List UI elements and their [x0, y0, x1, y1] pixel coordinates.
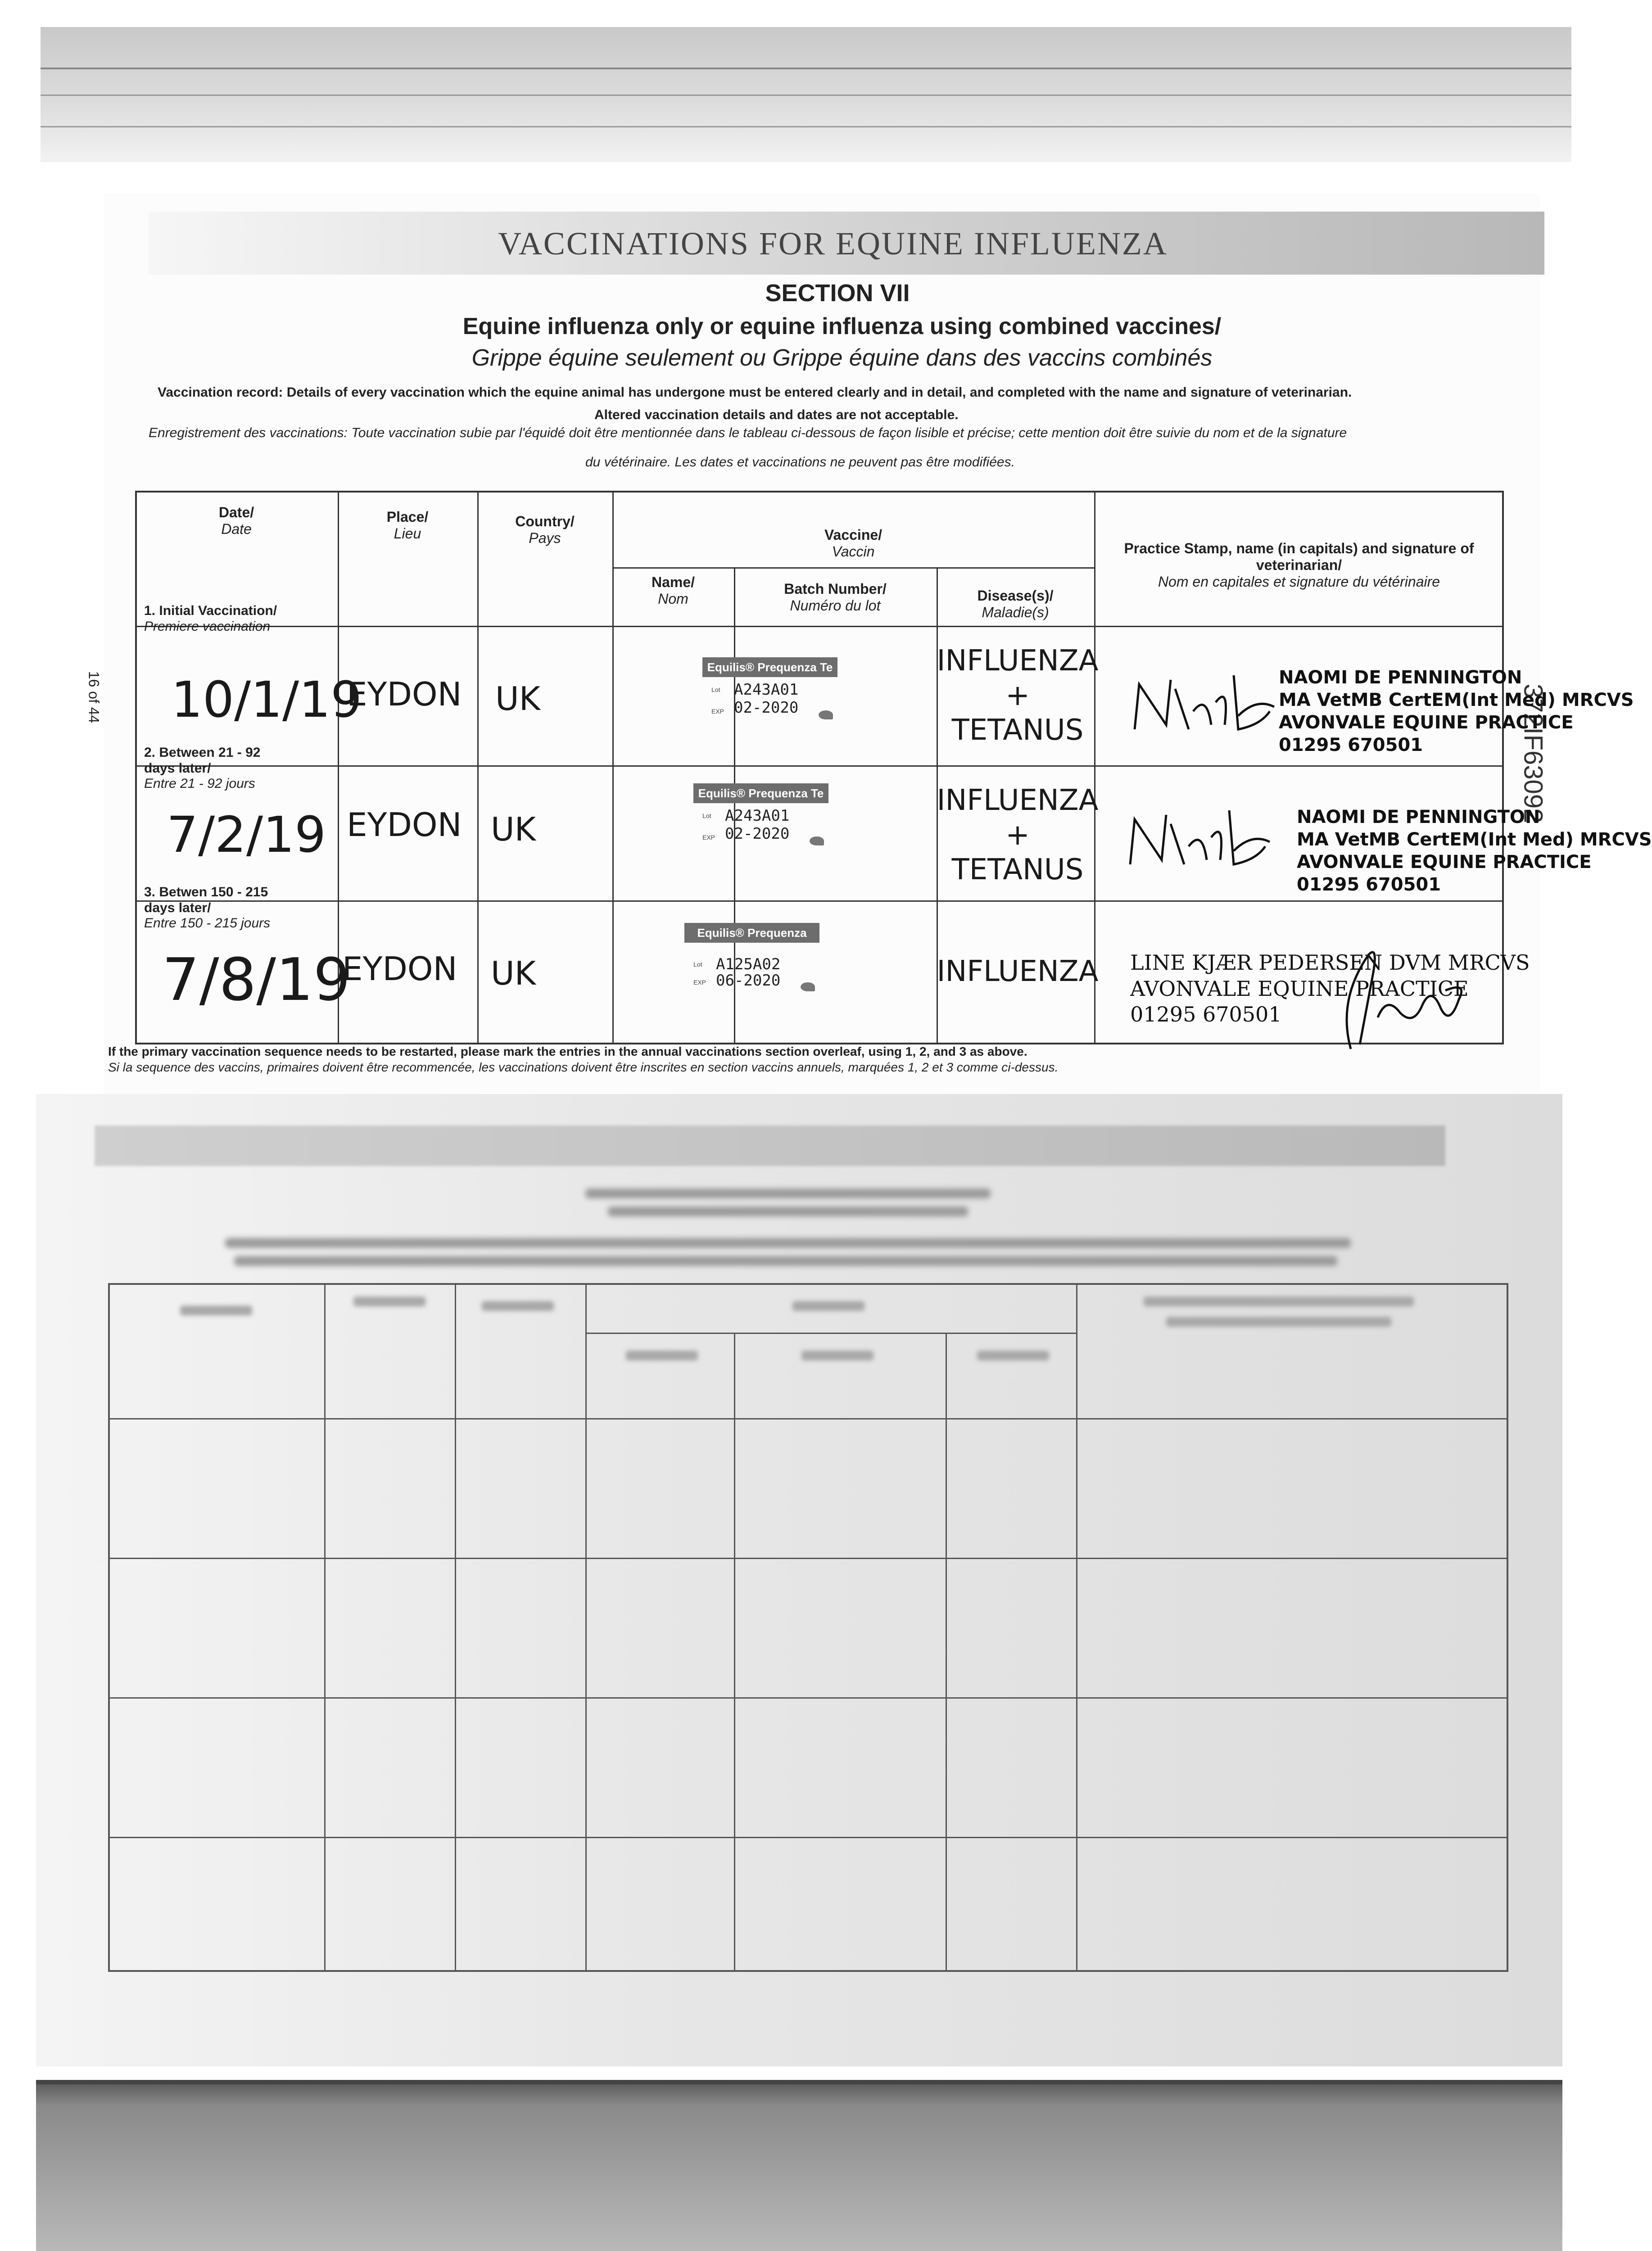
band-title: VACCINATIONS FOR EQUINE INFLUENZA — [498, 226, 1168, 262]
vaccine-sticker-3 — [684, 923, 819, 990]
vet-signature-2 — [1121, 792, 1283, 882]
column-divider — [1076, 1283, 1077, 1972]
blurred-header — [1144, 1297, 1414, 1306]
column-divider — [585, 1283, 587, 1972]
header-country: Country/ Pays — [515, 513, 575, 546]
sticker-vaccine-name: Equilis® Prequenza Te — [702, 657, 837, 677]
scan-bottom-line — [36, 2080, 1562, 2084]
vaccine-sticker-2 — [693, 783, 828, 851]
row-divider — [135, 626, 1504, 627]
row-divider — [108, 1837, 1508, 1838]
scan-bottom-shadow — [36, 2080, 1562, 2251]
header-disease: Disease(s)/ Maladie(s) — [977, 588, 1054, 620]
sticker-lot-tag: Lot — [702, 812, 711, 819]
header-batch: Batch Number/ Numéro du lot — [784, 581, 887, 614]
footnote-fr: Si la sequence des vaccins, primaires doivent être recommencée, les vaccinations doivent être inscrites en section vaccins annuels, marquées 1, 2 et 3 comme ci-dessus. — [108, 1060, 1059, 1074]
blurred-text — [234, 1256, 1337, 1266]
disease-3: INFLUENZA — [937, 955, 1099, 988]
sticker-logo-icon — [819, 710, 833, 719]
blurred-text — [608, 1207, 968, 1216]
sticker-batch: A243A01 — [734, 681, 799, 699]
column-divider — [477, 491, 479, 1044]
header-practice-stamp: Practice Stamp, name (in capitals) and signature of veterinarian/ Nom en capitales et signature du vétérinaire — [1124, 540, 1474, 590]
column-divider — [946, 1333, 947, 1972]
section-title: SECTION VII — [765, 280, 910, 307]
sticker-vaccine-name: Equilis® Prequenza — [684, 923, 819, 943]
row-divider — [135, 900, 1504, 902]
instruction-fr: Enregistrement des vaccinations: Toute vaccination subie par l'équidé doit être mentionnée dans le tableau ci-dessous de façon lisible et précise; cette mention doit être suivie du nom et de la signature — [149, 425, 1347, 440]
blurred-header — [792, 1301, 864, 1311]
table-border — [108, 1970, 1508, 1972]
blurred-text — [585, 1189, 991, 1198]
vaccine-sticker-1 — [702, 657, 837, 725]
instruction-en: Vaccination record: Details of every vaccination which the equine animal has undergone must be entered clearly and in detail, and completed with the name and signature of veterinarian. — [158, 385, 1352, 400]
blurred-header — [353, 1297, 425, 1306]
scan-top-line — [41, 126, 1571, 127]
row-divider — [585, 1333, 1076, 1334]
blurred-header — [180, 1306, 252, 1315]
page-number-upper: 16 of 44 — [86, 671, 102, 723]
blurred-header — [977, 1351, 1049, 1361]
subtitle-fr: Grippe équine seulement ou Grippe équine dans des vaccins combinés — [471, 345, 1213, 371]
sticker-exp-tag: EXP — [693, 979, 706, 986]
column-divider — [455, 1283, 456, 1972]
table-border — [135, 491, 137, 1044]
date-3: 7/8/19 — [162, 945, 351, 1014]
date-2: 7/2/19 — [167, 806, 326, 863]
row-divider — [612, 567, 1094, 569]
passport-id: 372IF63092 — [1518, 683, 1548, 823]
sticker-expiry: 02-2020 — [734, 699, 799, 717]
instruction-fr-2: du vétérinaire. Les dates et vaccinations ne peuvent pas être modifiées. — [585, 455, 1015, 470]
date-1: 10/1/19 — [171, 671, 362, 728]
instruction-en-2: Altered vaccination details and dates are not acceptable. — [594, 407, 959, 422]
column-divider — [734, 1333, 735, 1972]
vet-signature-1 — [1126, 657, 1288, 747]
vet-stamp-3: LINE KJÆR PEDERSEN DVM MRCVS AVONVALE EQUINE PRACTICE 01295 670501 — [1130, 950, 1530, 1026]
row-label-3: 3. Betwen 150 - 215 days later/ Entre 150 - 215 jours — [144, 885, 271, 931]
lower-header-band — [95, 1126, 1445, 1166]
table-border — [135, 491, 1504, 493]
scan-top-line — [41, 68, 1571, 69]
table-border — [108, 1283, 1508, 1285]
disease-1: INFLUENZA + TETANUS — [937, 644, 1099, 747]
footnote-en: If the primary vaccination sequence needs to be restarted, please mark the entries in the annual vaccinations section overleaf, using 1, 2, and 3 as above. — [108, 1044, 1027, 1058]
sticker-exp-tag: EXP — [711, 708, 724, 715]
vet-stamp-2: NAOMI DE PENNINGTON MA VetMB CertEM(Int Med) MRCVS AVONVALE EQUINE PRACTICE 01295 670501 — [1297, 807, 1652, 895]
sticker-vaccine-name: Equilis® Prequenza Te — [693, 783, 828, 803]
place-2: EYDON — [347, 806, 462, 844]
column-divider — [324, 1283, 326, 1972]
vet-stamp-1: NAOMI DE PENNINGTON MA VetMB CertEM(Int Med) MRCVS AVONVALE EQUINE PRACTICE 01295 670501 — [1279, 667, 1634, 755]
row-divider — [135, 765, 1504, 767]
country-1: UK — [495, 680, 540, 718]
header-date: Date/ Date — [218, 504, 254, 537]
table-border — [1507, 1283, 1508, 1972]
country-2: UK — [491, 810, 536, 848]
annual-vaccination-table — [108, 1283, 1508, 1972]
vet-signature-3 — [1297, 936, 1477, 1053]
table-border — [108, 1283, 110, 1972]
blurred-header — [626, 1351, 698, 1361]
row-divider — [108, 1697, 1508, 1699]
blurred-header — [1166, 1317, 1391, 1327]
header-name: Name/ Nom — [651, 574, 695, 607]
row-divider — [108, 1558, 1508, 1559]
sticker-batch: A243A01 — [725, 807, 790, 825]
blurred-header — [482, 1301, 554, 1311]
blurred-header — [801, 1351, 874, 1361]
place-1: EYDON — [347, 675, 462, 713]
sticker-lot-tag: Lot — [711, 686, 720, 693]
scan-top-line — [41, 95, 1571, 96]
place-3: EYDON — [342, 950, 457, 988]
subtitle-en: Equine influenza only or equine influenza using combined vaccines/ — [462, 313, 1222, 339]
header-place: Place/ Lieu — [386, 509, 429, 542]
country-3: UK — [491, 954, 536, 992]
sticker-logo-icon — [810, 836, 824, 845]
disease-2: INFLUENZA + TETANUS — [937, 784, 1099, 886]
sticker-expiry: 02-2020 — [725, 825, 790, 843]
sticker-batch: A125A02 — [716, 955, 781, 973]
row-label-1: 1. Initial Vaccination/ Premiere vaccination — [144, 603, 277, 634]
sticker-logo-icon — [801, 982, 815, 991]
blurred-text — [225, 1238, 1351, 1248]
row-label-2: 2. Between 21 - 92 days later/ Entre 21 - 92 jours — [144, 745, 261, 791]
row-divider — [108, 1418, 1508, 1419]
sticker-exp-tag: EXP — [702, 834, 715, 841]
sticker-lot-tag: Lot — [693, 961, 702, 968]
sticker-expiry: 06-2020 — [716, 972, 781, 990]
header-vaccine: Vaccine/ Vaccin — [824, 527, 883, 560]
